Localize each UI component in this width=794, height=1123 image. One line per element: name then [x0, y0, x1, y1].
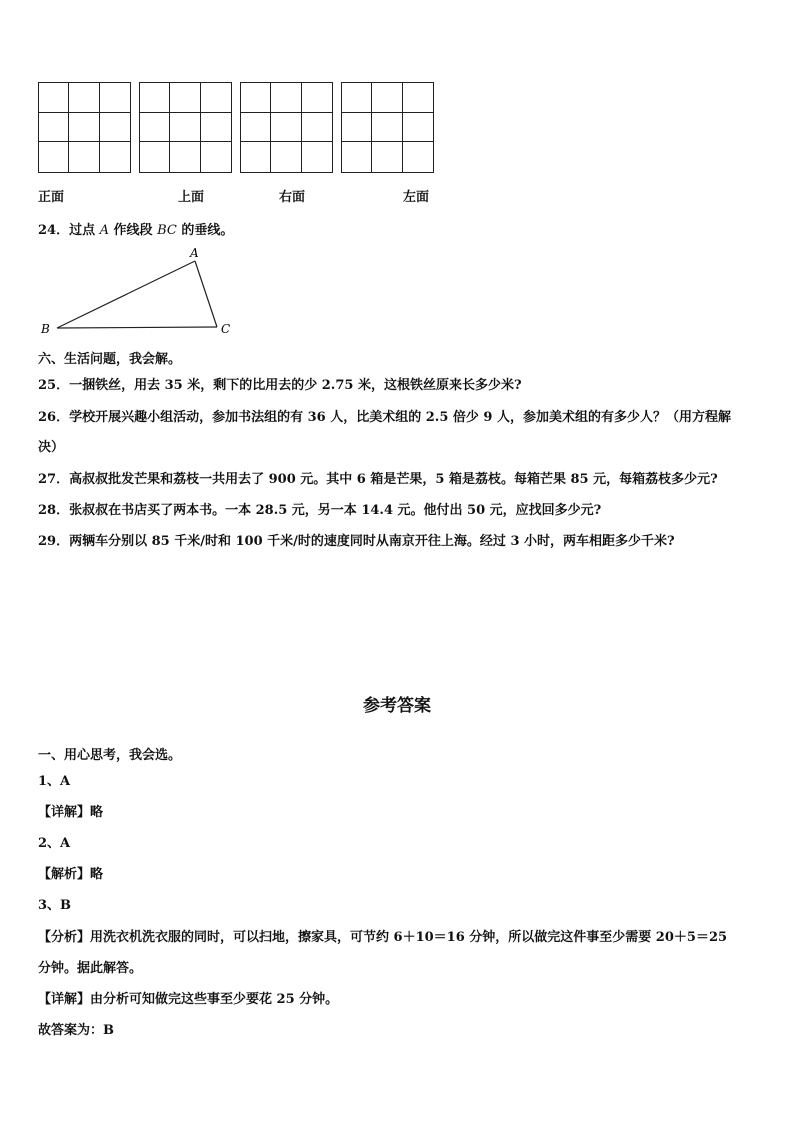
vertex-a-label: A	[190, 246, 199, 260]
answer-1: 1、A	[38, 774, 71, 789]
vertex-c-label: C	[221, 322, 231, 336]
q24-segment: BC	[157, 223, 177, 238]
question-26-line-1: 26．学校开展兴趣小组活动，参加书法组的有 36 人，比美术组的 2.5 倍少 9 人，参加美术组的有多少人？（用方程解	[38, 410, 731, 425]
view-grid-top	[139, 82, 232, 173]
answer-3-detail: 【详解】由分析可知做完这些事至少要花 25 分钟。	[38, 992, 339, 1007]
q24-point: A	[99, 223, 110, 238]
view-label-front: 正面	[38, 190, 65, 205]
answer-section-1: 一、用心思考，我会选。	[38, 748, 182, 763]
side-ac	[195, 261, 217, 327]
answer-3-analysis-line-1: 【分析】用洗衣机洗衣服的同时，可以扫地，擦家具，可节约 6＋10＝16 分钟，所以做完这件事至少需要 20＋5＝25	[38, 930, 728, 945]
question-27: 27．高叔叔批发芒果和荔枝一共用去了 900 元。其中 6 箱是芒果，5 箱是荔枝。每箱芒果 85 元，每箱荔枝多少元?	[38, 472, 718, 487]
side-ab	[57, 261, 195, 328]
view-label-left: 左面	[403, 190, 430, 205]
question-28: 28．张叔叔在书店买了两本书。一本 28.5 元，另一本 14.4 元。他付出 50 元，应找回多少元?	[38, 503, 602, 518]
answer-1-detail: 【详解】略	[38, 805, 104, 820]
section-6-heading: 六、生活问题，我会解。	[38, 352, 182, 367]
question-26-line-2: 决）	[38, 440, 65, 455]
answer-3-analysis-line-2: 分钟。据此解答。	[38, 961, 143, 976]
view-grid-right	[240, 82, 333, 173]
q24-suffix: 的垂线。	[176, 223, 234, 238]
view-grid-left	[341, 82, 434, 173]
view-label-top: 上面	[178, 190, 205, 205]
answer-3: 3、B	[38, 898, 72, 913]
side-bc	[57, 327, 217, 328]
view-grid-front	[38, 82, 131, 173]
q24-prefix: 24．过点	[38, 223, 100, 238]
question-24	[38, 219, 233, 238]
answer-2: 2、A	[38, 836, 71, 851]
q24-middle: 作线段	[109, 223, 158, 238]
answer-3-conclusion: 故答案为：B	[38, 1023, 114, 1038]
view-label-right: 右面	[279, 190, 306, 205]
answer-title: 参考答案	[363, 696, 431, 716]
answer-2-detail: 【解析】略	[38, 867, 104, 882]
question-29: 29．两辆车分别以 85 千米/时和 100 千米/时的速度同时从南京开往上海。经过 3 小时，两车相距多少千米?	[38, 534, 675, 549]
vertex-b-label: B	[41, 322, 50, 336]
question-25: 25．一捆铁丝，用去 35 米，剩下的比用去的少 2.75 米，这根铁丝原来长多少米?	[38, 378, 522, 393]
triangle-figure	[30, 240, 250, 345]
